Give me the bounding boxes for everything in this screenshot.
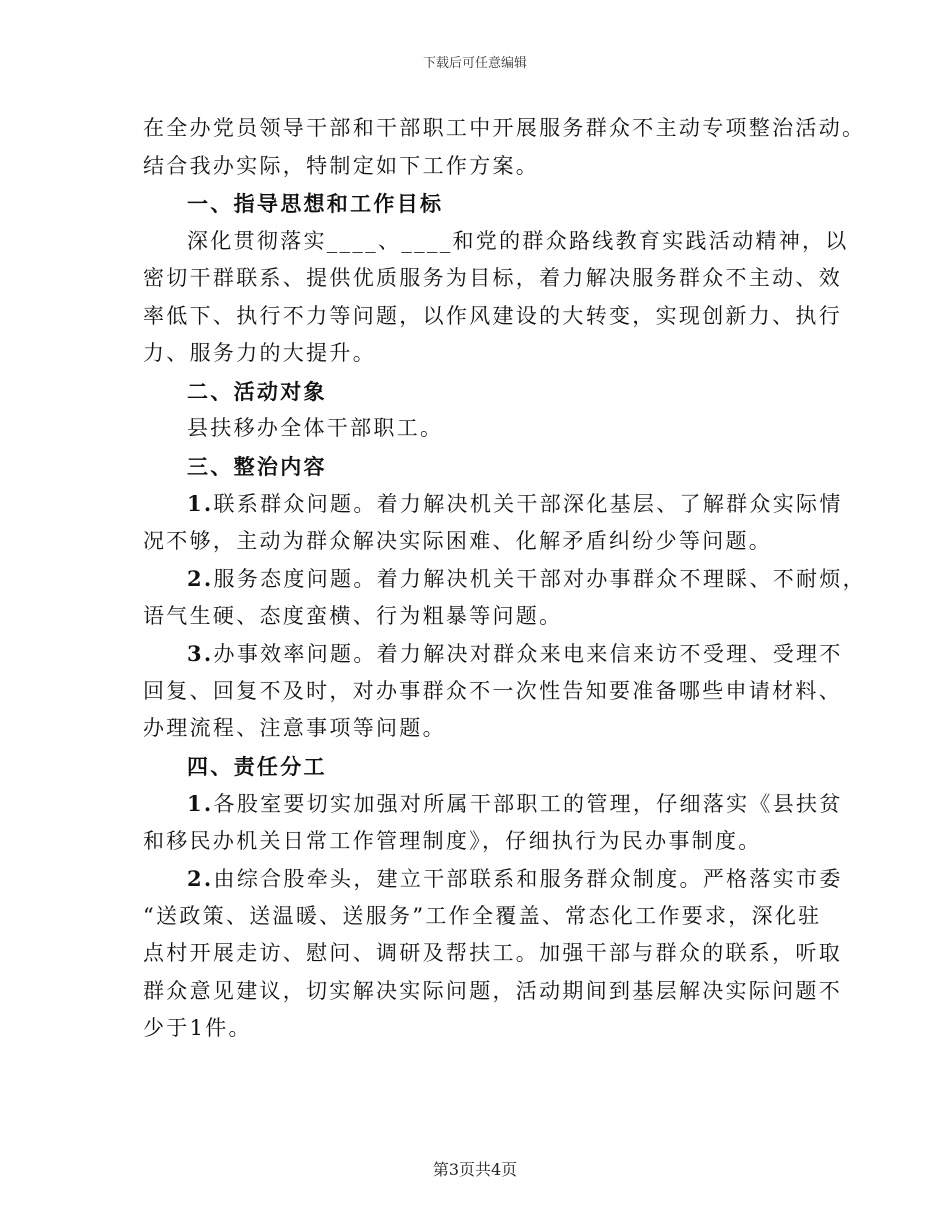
paragraph-line: 况不够，主动为群众解决实际困难、化解矛盾纠纷少等问题。 <box>143 528 773 553</box>
paragraph-line: 语气生硬、态度蛮横、行为粗暴等问题。 <box>143 603 563 628</box>
list-item-text: 服务态度问题。着力解决机关干部对办事群众不理睬、不耐烦， <box>213 567 866 591</box>
list-item-text: 联系群众问题。着力解决机关干部深化基层、了解群众实际情 <box>213 492 843 516</box>
list-item-text: 各股室要切实加强对所属干部职工的管理，仔细落实《县扶贫 <box>213 792 843 816</box>
list-item-line <box>143 785 843 823</box>
section-heading-target: 二、活动对象 <box>187 378 327 404</box>
list-item-text: 办事效率问题。着力解决对群众来电来信来访不受理、受理不 <box>213 642 843 666</box>
section-heading-guiding-thought: 一、指导思想和工作目标 <box>187 191 444 216</box>
document-body <box>143 110 866 1048</box>
intro-line: 在全办党员领导干部和干部职工中开展服务群众不主动专项整治活动。 <box>143 116 866 140</box>
paragraph-line: 率低下、执行不力等问题，以作风建设的大转变，实现创新力、执行 <box>143 303 842 328</box>
list-item-line <box>143 560 866 598</box>
list-item-number: 2. <box>187 866 214 891</box>
paragraph-line: 力、服务力的大提升。 <box>143 341 376 365</box>
paragraph-line: 回复、回复不及时，对办事群众不一次性告知要准备哪些申请材料、 <box>143 678 842 703</box>
paragraph-line: 县扶移办全体干部职工。 <box>187 416 444 440</box>
paragraph-line: “送政策、送温暖、送服务”工作全覆盖、常态化工作要求，深化驻 <box>143 903 822 928</box>
list-item-line <box>143 635 843 673</box>
paragraph-line: 深化贯彻落实____、____和党的群众路线教育实践活动精神，以 <box>187 228 849 253</box>
list-item-number: 1. <box>187 491 214 516</box>
list-item-number: 2. <box>187 566 214 591</box>
paragraph-line: 点村开展走访、慰问、调研及帮扶工。加强干部与群众的联系，听取 <box>143 941 842 965</box>
section-heading-responsibility: 四、责任分工 <box>187 753 327 779</box>
section-heading-rectification: 三、整治内容 <box>187 453 327 479</box>
list-item-number: 3. <box>187 641 214 666</box>
paragraph-line: 群众意见建议，切实解决实际问题，活动期间到基层解决实际问题不 <box>143 978 842 1003</box>
paragraph-line: 少于1件。 <box>143 1016 252 1040</box>
list-item-text: 由综合股牵头，建立干部联系和服务群众制度。严格落实市委 <box>213 867 843 891</box>
paragraph-line: 和移民办机关日常工作管理制度》，仔细执行为民办事制度。 <box>143 828 762 853</box>
intro-line: 结合我办实际，特制定如下工作方案。 <box>143 153 540 178</box>
paragraph-line: 密切干群联系、提供优质服务为目标，着力解决服务群众不主动、效 <box>143 266 842 290</box>
list-item-number: 1. <box>187 791 214 816</box>
paragraph-line: 办理流程、注意事项等问题。 <box>143 716 446 740</box>
page-number: 第3页共4页 <box>432 1160 518 1179</box>
list-item-line <box>143 860 843 898</box>
list-item-line <box>143 485 843 523</box>
page-header-note: 下载后可任意编辑 <box>422 56 527 71</box>
